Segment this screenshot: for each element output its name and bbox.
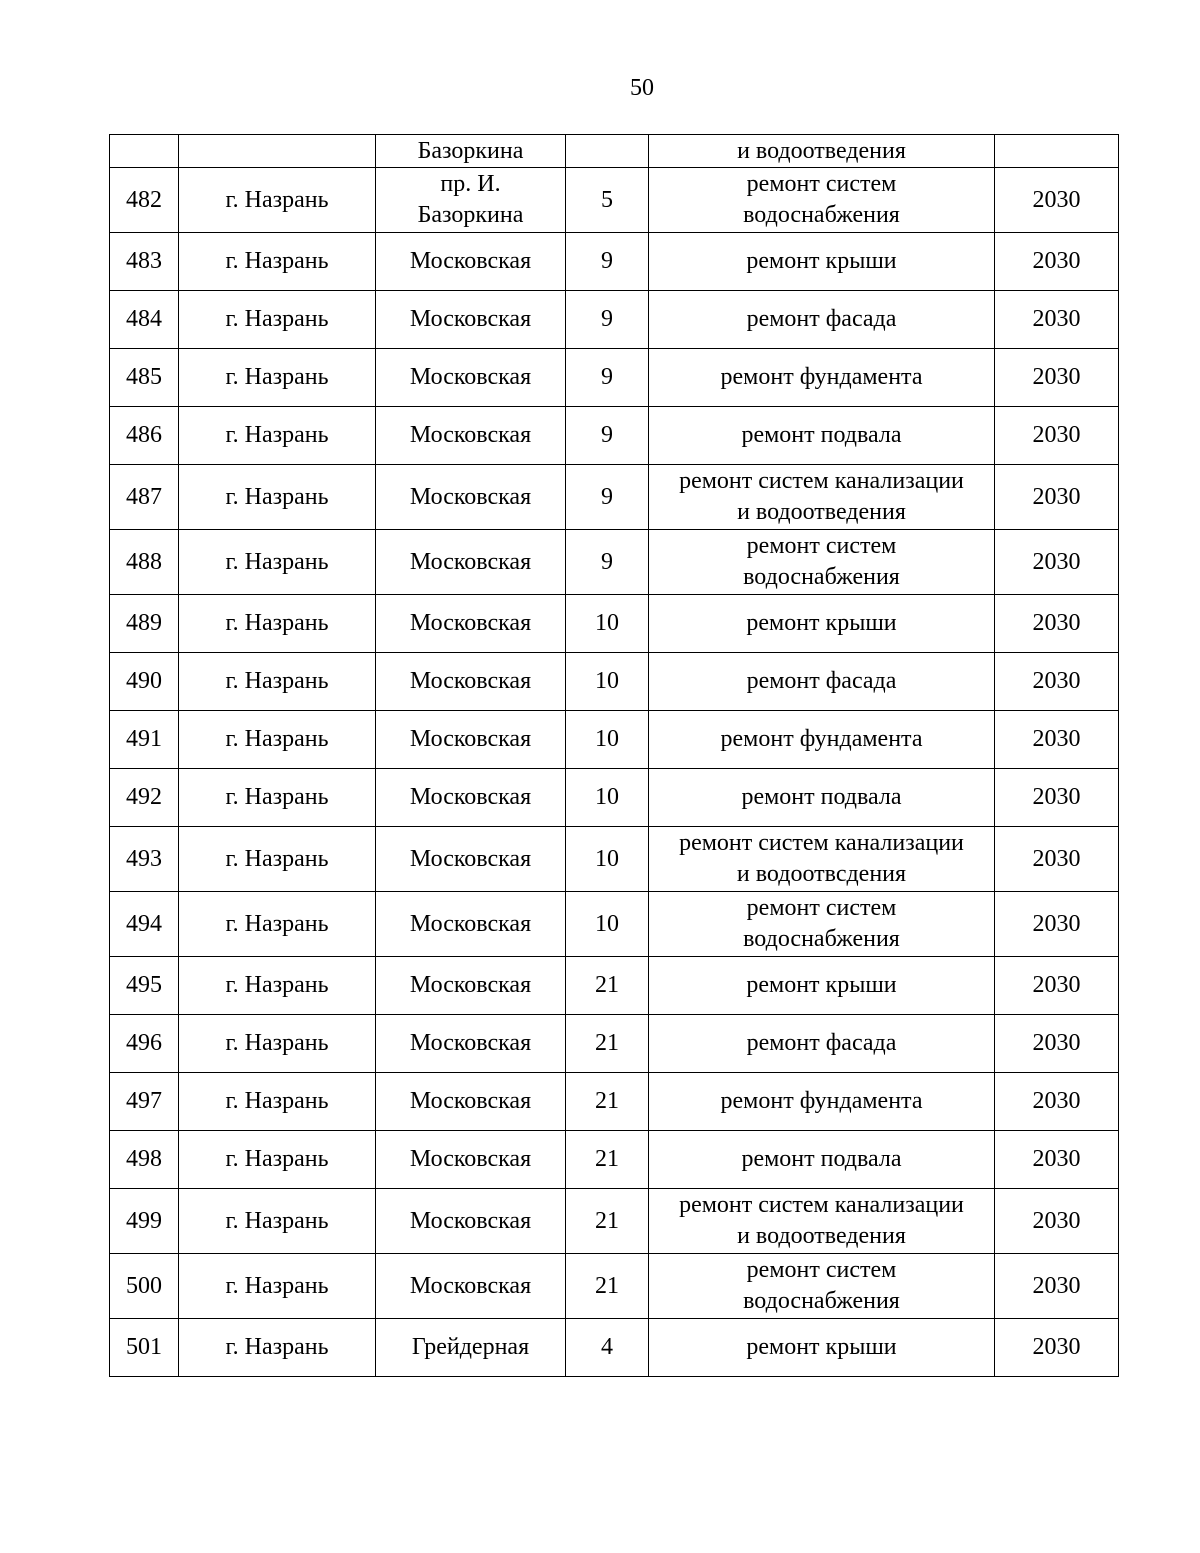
year-cell: 2030 bbox=[995, 1319, 1119, 1377]
table-row bbox=[110, 1131, 1119, 1189]
house-number-cell: 10 bbox=[566, 711, 649, 769]
year-cell bbox=[995, 135, 1119, 168]
work-type-cell-line: ремонт крыши bbox=[746, 1334, 897, 1360]
street-cell bbox=[376, 1073, 566, 1131]
city-cell: г. Назрань bbox=[179, 349, 376, 407]
work-type-cell bbox=[649, 1319, 995, 1377]
work-type-cell-line: ремонт фундамента bbox=[720, 726, 923, 752]
city-cell: г. Назрань bbox=[179, 530, 376, 595]
city-cell: г. Назрань bbox=[179, 465, 376, 530]
year-cell: 2030 bbox=[995, 827, 1119, 892]
work-type-cell-line: ремонт систем канализации bbox=[679, 830, 964, 856]
row-number-cell: 495 bbox=[110, 957, 179, 1015]
house-number-cell: 4 bbox=[566, 1319, 649, 1377]
year-cell: 2030 bbox=[995, 1254, 1119, 1319]
city-cell: г. Назрань bbox=[179, 1015, 376, 1073]
street-cell bbox=[376, 349, 566, 407]
house-number-cell: 10 bbox=[566, 892, 649, 957]
work-type-cell-line: ремонт фундамента bbox=[720, 364, 923, 390]
work-type-cell bbox=[649, 1131, 995, 1189]
house-number-cell: 21 bbox=[566, 1073, 649, 1131]
city-cell: г. Назрань bbox=[179, 892, 376, 957]
table-row bbox=[110, 595, 1119, 653]
house-number-cell: 21 bbox=[566, 1131, 649, 1189]
row-number-cell: 492 bbox=[110, 769, 179, 827]
city-cell: г. Назрань bbox=[179, 407, 376, 465]
work-type-cell bbox=[649, 1254, 995, 1319]
work-type-cell-line: ремонт систем bbox=[746, 533, 897, 559]
city-cell: г. Назрань bbox=[179, 711, 376, 769]
work-type-cell bbox=[649, 653, 995, 711]
work-type-cell-line: ремонт крыши bbox=[746, 248, 897, 274]
city-cell: г. Назрань bbox=[179, 168, 376, 233]
city-cell: г. Назрань bbox=[179, 827, 376, 892]
table-row bbox=[110, 168, 1119, 233]
year-cell: 2030 bbox=[995, 711, 1119, 769]
year-cell: 2030 bbox=[995, 653, 1119, 711]
row-number-cell: 493 bbox=[110, 827, 179, 892]
year-cell: 2030 bbox=[995, 168, 1119, 233]
year-cell: 2030 bbox=[995, 233, 1119, 291]
work-type-cell bbox=[649, 349, 995, 407]
street-cell-line: Московская bbox=[409, 1030, 532, 1056]
street-cell-line: Московская bbox=[409, 1146, 532, 1172]
table-row bbox=[110, 769, 1119, 827]
year-cell: 2030 bbox=[995, 1015, 1119, 1073]
street-cell-line: Московская bbox=[409, 845, 532, 872]
row-number-cell: 499 bbox=[110, 1189, 179, 1254]
row-number-cell: 489 bbox=[110, 595, 179, 653]
work-type-cell-line: и водоотвсдения bbox=[736, 861, 907, 887]
street-cell-line: Московская bbox=[409, 972, 532, 998]
work-type-cell-line: ремонт фундамента bbox=[720, 1088, 923, 1114]
street-cell bbox=[376, 892, 566, 957]
table-row bbox=[110, 957, 1119, 1015]
work-type-cell bbox=[649, 769, 995, 827]
year-cell: 2030 bbox=[995, 1131, 1119, 1189]
street-cell-line: Московская bbox=[409, 1088, 532, 1114]
street-cell-line: Московская bbox=[409, 248, 532, 274]
street-cell-line: Московская bbox=[409, 1272, 532, 1299]
house-number-cell bbox=[566, 135, 649, 168]
work-type-cell bbox=[649, 291, 995, 349]
street-cell-line: Московская bbox=[409, 784, 532, 810]
street-cell bbox=[376, 291, 566, 349]
work-type-cell bbox=[649, 711, 995, 769]
row-number-cell: 500 bbox=[110, 1254, 179, 1319]
street-cell-line: пр. И. bbox=[440, 171, 501, 197]
page-number: 50 bbox=[630, 75, 654, 101]
row-number-cell bbox=[110, 135, 179, 168]
street-cell-line: Московская bbox=[409, 483, 532, 510]
house-number-cell: 9 bbox=[566, 465, 649, 530]
row-number-cell: 490 bbox=[110, 653, 179, 711]
city-cell: г. Назрань bbox=[179, 1254, 376, 1319]
house-number-cell: 21 bbox=[566, 1254, 649, 1319]
row-number-cell: 488 bbox=[110, 530, 179, 595]
work-type-cell-line: водоснабжения bbox=[743, 564, 900, 590]
house-number-cell: 5 bbox=[566, 168, 649, 233]
work-type-cell-line: водоснабжения bbox=[743, 202, 900, 228]
city-cell: г. Назрань bbox=[179, 957, 376, 1015]
work-type-cell bbox=[649, 530, 995, 595]
city-cell: г. Назрань bbox=[179, 653, 376, 711]
year-cell: 2030 bbox=[995, 892, 1119, 957]
street-cell bbox=[376, 168, 566, 233]
table-row bbox=[110, 530, 1119, 595]
table-row bbox=[110, 1254, 1119, 1319]
work-type-cell-line: и водоотведения bbox=[737, 1223, 906, 1249]
work-type-cell-line: ремонт подвала bbox=[741, 422, 902, 448]
year-cell: 2030 bbox=[995, 407, 1119, 465]
year-cell: 2030 bbox=[995, 595, 1119, 653]
year-cell: 2030 bbox=[995, 1189, 1119, 1254]
row-number-cell: 483 bbox=[110, 233, 179, 291]
work-type-cell-line: водоснабжения bbox=[743, 926, 900, 952]
row-number-cell: 501 bbox=[110, 1319, 179, 1377]
row-number-cell: 486 bbox=[110, 407, 179, 465]
city-cell: г. Назрань bbox=[179, 769, 376, 827]
row-number-cell: 484 bbox=[110, 291, 179, 349]
street-cell bbox=[376, 1189, 566, 1254]
work-type-cell-line: и водоотведения bbox=[737, 499, 906, 525]
work-type-cell bbox=[649, 1189, 995, 1254]
table-row bbox=[110, 291, 1119, 349]
work-type-cell-line: и водоотведения bbox=[737, 138, 906, 164]
table-row bbox=[110, 233, 1119, 291]
year-cell: 2030 bbox=[995, 957, 1119, 1015]
house-number-cell: 21 bbox=[566, 957, 649, 1015]
work-type-cell bbox=[649, 168, 995, 233]
work-type-cell-line: ремонт фасада bbox=[746, 306, 897, 332]
year-cell: 2030 bbox=[995, 465, 1119, 530]
house-number-cell: 21 bbox=[566, 1189, 649, 1254]
row-number-cell: 487 bbox=[110, 465, 179, 530]
table-row bbox=[110, 1319, 1119, 1377]
city-cell: г. Назрань bbox=[179, 233, 376, 291]
street-cell-line: Московская bbox=[409, 610, 532, 636]
table-row bbox=[110, 653, 1119, 711]
street-cell-line: Московская bbox=[409, 668, 532, 694]
work-type-cell bbox=[649, 465, 995, 530]
house-number-cell: 10 bbox=[566, 769, 649, 827]
street-cell bbox=[376, 407, 566, 465]
work-type-cell bbox=[649, 1015, 995, 1073]
work-type-cell bbox=[649, 957, 995, 1015]
house-number-cell: 21 bbox=[566, 1015, 649, 1073]
street-cell bbox=[376, 1015, 566, 1073]
street-cell-line: Московская bbox=[409, 910, 532, 937]
street-cell-line: Грейдерная bbox=[411, 1334, 530, 1360]
street-cell bbox=[376, 595, 566, 653]
city-cell: г. Назрань bbox=[179, 1073, 376, 1131]
table-row bbox=[110, 135, 1119, 168]
work-type-cell bbox=[649, 1073, 995, 1131]
house-number-cell: 9 bbox=[566, 407, 649, 465]
row-number-cell: 494 bbox=[110, 892, 179, 957]
work-type-cell-line: ремонт систем канализации bbox=[679, 468, 964, 494]
row-number-cell: 498 bbox=[110, 1131, 179, 1189]
work-type-cell bbox=[649, 595, 995, 653]
house-number-cell: 10 bbox=[566, 827, 649, 892]
work-type-cell bbox=[649, 135, 995, 168]
city-cell bbox=[179, 135, 376, 168]
street-cell bbox=[376, 465, 566, 530]
work-type-cell-line: ремонт систем bbox=[746, 895, 897, 921]
street-cell bbox=[376, 135, 566, 168]
house-number-cell: 9 bbox=[566, 291, 649, 349]
table-row bbox=[110, 827, 1119, 892]
work-type-cell-line: ремонт крыши bbox=[746, 610, 897, 636]
street-cell-line: Московская bbox=[409, 306, 532, 332]
house-number-cell: 9 bbox=[566, 233, 649, 291]
work-type-cell-line: ремонт фасада bbox=[746, 1030, 897, 1056]
street-cell-line: Базоркина bbox=[417, 202, 524, 228]
table-row bbox=[110, 407, 1119, 465]
street-cell-line: Московская bbox=[409, 726, 532, 752]
house-number-cell: 9 bbox=[566, 530, 649, 595]
street-cell bbox=[376, 530, 566, 595]
work-type-cell-line: ремонт подвала bbox=[741, 784, 902, 810]
work-type-cell-line: водоснабжения bbox=[743, 1288, 900, 1314]
year-cell: 2030 bbox=[995, 1073, 1119, 1131]
street-cell-line: Московская bbox=[409, 364, 532, 390]
street-cell-line: Московская bbox=[409, 548, 532, 575]
city-cell: г. Назрань bbox=[179, 1131, 376, 1189]
work-type-cell bbox=[649, 827, 995, 892]
street-cell bbox=[376, 653, 566, 711]
row-number-cell: 491 bbox=[110, 711, 179, 769]
year-cell: 2030 bbox=[995, 349, 1119, 407]
table-row bbox=[110, 1073, 1119, 1131]
table-row bbox=[110, 465, 1119, 530]
city-cell: г. Назрань bbox=[179, 1319, 376, 1377]
row-number-cell: 497 bbox=[110, 1073, 179, 1131]
street-cell bbox=[376, 1254, 566, 1319]
street-cell-line: Московская bbox=[409, 1207, 532, 1234]
work-type-cell bbox=[649, 233, 995, 291]
work-type-cell-line: ремонт систем bbox=[746, 171, 897, 197]
row-number-cell: 496 bbox=[110, 1015, 179, 1073]
row-number-cell: 485 bbox=[110, 349, 179, 407]
work-type-cell-line: ремонт фасада bbox=[746, 668, 897, 694]
work-type-cell-line: ремонт систем канализации bbox=[679, 1192, 964, 1218]
city-cell: г. Назрань bbox=[179, 595, 376, 653]
work-type-cell-line: ремонт подвала bbox=[741, 1146, 902, 1172]
table-row bbox=[110, 349, 1119, 407]
work-type-cell-line: ремонт систем bbox=[746, 1257, 897, 1283]
work-type-cell bbox=[649, 407, 995, 465]
street-cell bbox=[376, 1319, 566, 1377]
street-cell bbox=[376, 1131, 566, 1189]
street-cell-line: Московская bbox=[409, 422, 532, 448]
table-body bbox=[110, 135, 1119, 1377]
year-cell: 2030 bbox=[995, 291, 1119, 349]
table-row bbox=[110, 1189, 1119, 1254]
row-number-cell: 482 bbox=[110, 168, 179, 233]
house-number-cell: 10 bbox=[566, 595, 649, 653]
street-cell bbox=[376, 957, 566, 1015]
year-cell: 2030 bbox=[995, 769, 1119, 827]
year-cell: 2030 bbox=[995, 530, 1119, 595]
city-cell: г. Назрань bbox=[179, 291, 376, 349]
table-row bbox=[110, 711, 1119, 769]
city-cell: г. Назрань bbox=[179, 1189, 376, 1254]
street-cell bbox=[376, 233, 566, 291]
table-row bbox=[110, 892, 1119, 957]
work-type-cell-line: ремонт крыши bbox=[746, 972, 897, 998]
work-type-cell bbox=[649, 892, 995, 957]
table-row bbox=[110, 1015, 1119, 1073]
street-cell-line: Базоркина bbox=[417, 138, 524, 164]
house-number-cell: 9 bbox=[566, 349, 649, 407]
street-cell bbox=[376, 711, 566, 769]
street-cell bbox=[376, 827, 566, 892]
repair-schedule-table bbox=[109, 134, 1119, 1377]
street-cell bbox=[376, 769, 566, 827]
house-number-cell: 10 bbox=[566, 653, 649, 711]
